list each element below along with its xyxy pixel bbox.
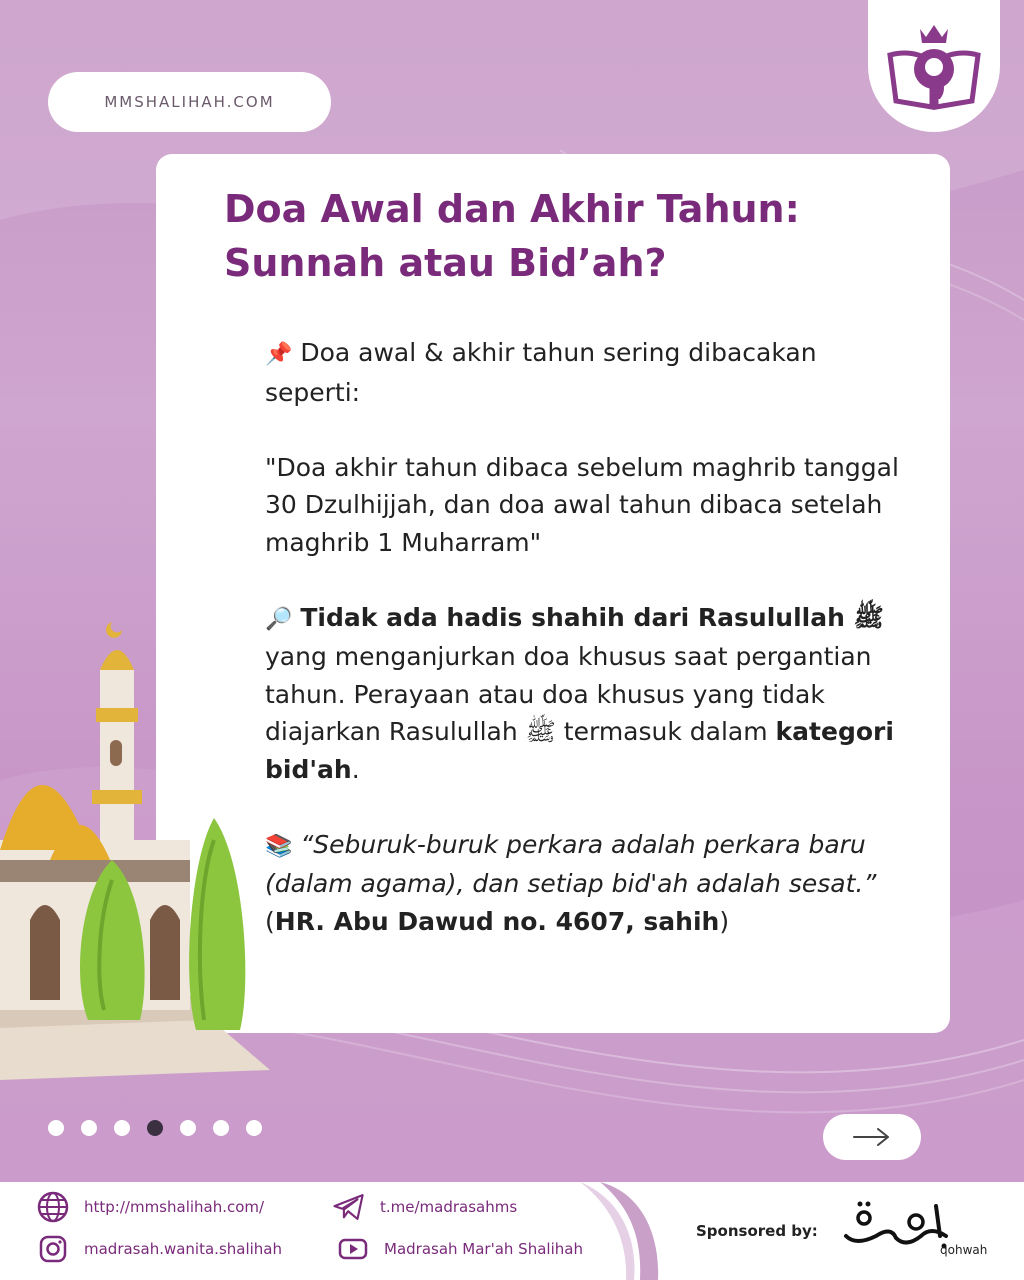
telegram-icon bbox=[332, 1190, 366, 1224]
page-dot[interactable] bbox=[48, 1120, 64, 1136]
books-icon: 📚 bbox=[265, 833, 293, 859]
page-dot[interactable] bbox=[213, 1120, 229, 1136]
page-dot-active[interactable] bbox=[147, 1120, 163, 1136]
site-url-label: MMSHALIHAH.COM bbox=[104, 93, 275, 111]
next-slide-button[interactable] bbox=[823, 1114, 921, 1160]
pagination-dots bbox=[48, 1120, 262, 1136]
instagram-icon bbox=[36, 1232, 70, 1266]
hadith-quote: “Seburuk-buruk perkara adalah perkara baru (dalam agama), dan setiap bid'ah adalah sesat.” bbox=[265, 829, 877, 898]
arrow-right-icon bbox=[852, 1127, 892, 1147]
paragraph-ruling bbox=[265, 599, 905, 789]
page-dot[interactable] bbox=[246, 1120, 262, 1136]
instagram-handle[interactable]: madrasah.wanita.shalihah bbox=[84, 1240, 282, 1258]
sponsor-brand: qohwah bbox=[940, 1243, 988, 1257]
source-close-paren: ) bbox=[719, 906, 730, 936]
pushpin-icon: 📌 bbox=[265, 342, 293, 367]
website-link[interactable]: http://mmshalihah.com/ bbox=[84, 1198, 265, 1216]
bidah-category-text: kategori bid'ah bbox=[265, 717, 894, 784]
title-line-1: Doa Awal dan Akhir Tahun: bbox=[224, 187, 800, 231]
youtube-channel[interactable]: Madrasah Mar'ah Shalihah bbox=[384, 1240, 583, 1258]
practice-text: "Doa akhir tahun dibaca sebelum maghrib tanggal 30 Dzulhijjah, dan doa awal tahun dibaca setelah maghrib 1 Muharram" bbox=[265, 452, 899, 557]
magnifier-icon: 🔎 bbox=[265, 606, 293, 632]
intro-text: Doa awal & akhir tahun sering dibacakan seperti: bbox=[265, 338, 817, 407]
card-body bbox=[265, 334, 905, 940]
ruling-text: yang menganjurkan doa khusus saat pergantian tahun. Perayaan atau doa khusus yang tidak diajarkan Rasulullah ﷺ termasuk dalam bbox=[265, 642, 872, 746]
crown-book-logo-icon bbox=[882, 19, 986, 113]
globe-icon bbox=[36, 1190, 70, 1224]
page-dot[interactable] bbox=[114, 1120, 130, 1136]
hadith-source: HR. Abu Dawud no. 4607, sahih bbox=[274, 906, 720, 936]
paragraph-intro bbox=[265, 334, 905, 411]
telegram-link[interactable]: t.me/madrasahms bbox=[380, 1198, 518, 1216]
paragraph-hadith bbox=[265, 826, 905, 941]
ruling-period: . bbox=[351, 754, 360, 784]
footer-instagram[interactable] bbox=[36, 1232, 282, 1266]
ruling-bold-text: Tidak ada hadis shahih dari Rasulullah ﷺ bbox=[300, 602, 884, 632]
mosque-illustration bbox=[0, 600, 270, 1080]
paragraph-quote-practice bbox=[265, 449, 905, 562]
page-title bbox=[224, 182, 924, 290]
footer-telegram[interactable] bbox=[332, 1190, 517, 1224]
youtube-icon bbox=[336, 1232, 370, 1266]
page-dot[interactable] bbox=[81, 1120, 97, 1136]
footer-website[interactable] bbox=[36, 1190, 264, 1224]
sponsor-label: Sponsored by: bbox=[696, 1222, 818, 1240]
title-line-2: Sunnah atau Bid’ah? bbox=[224, 241, 667, 285]
source-open-paren: ( bbox=[265, 906, 275, 936]
footer-youtube[interactable] bbox=[336, 1232, 583, 1266]
brand-logo-badge[interactable] bbox=[868, 0, 1000, 132]
page-dot[interactable] bbox=[180, 1120, 196, 1136]
site-url-pill[interactable] bbox=[48, 72, 331, 132]
